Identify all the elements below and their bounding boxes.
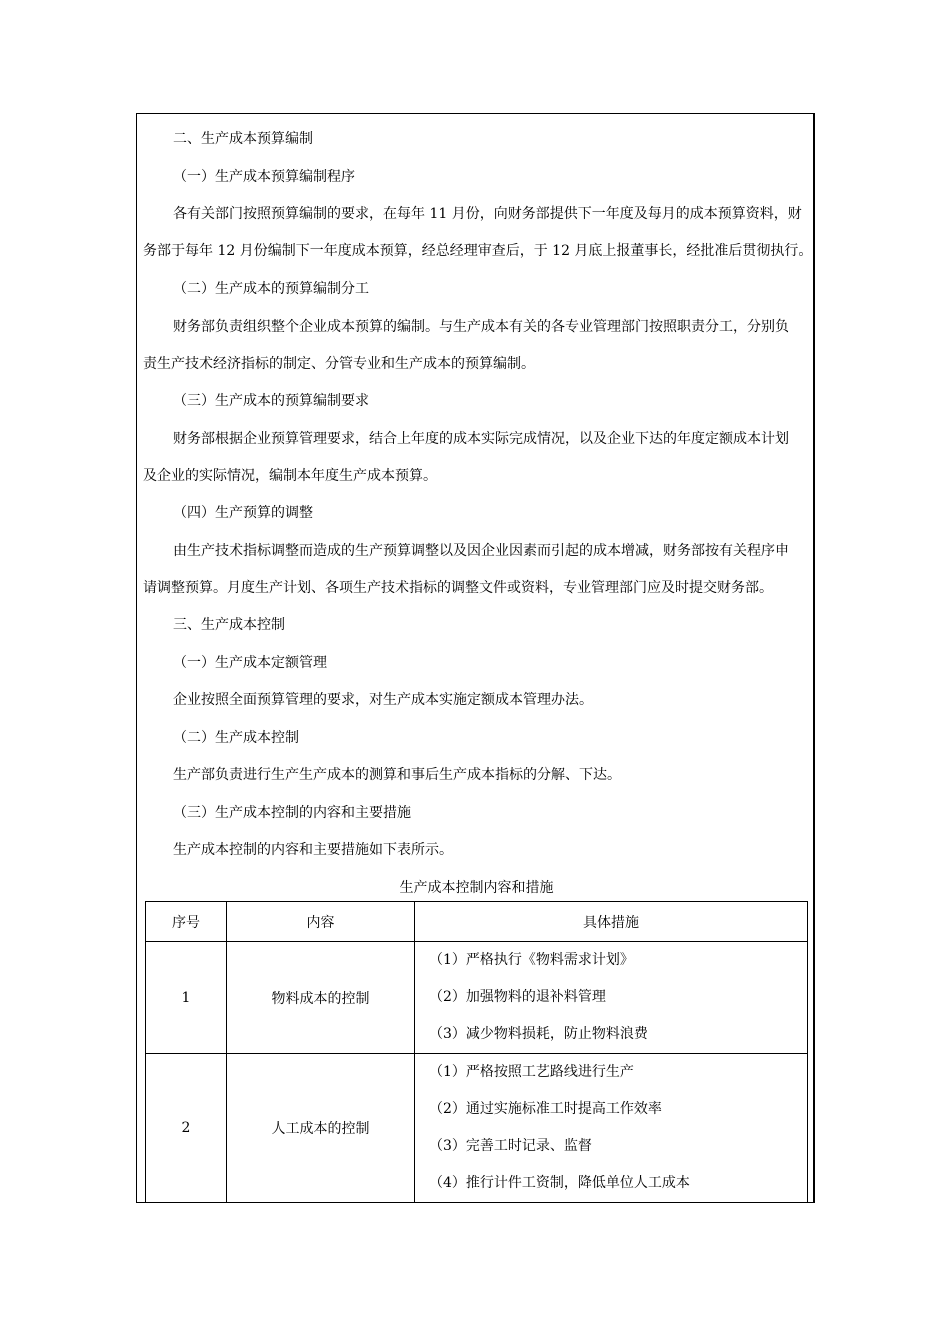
paragraph-2-1-line2: 务部于每年 12 月份编制下一年度成本预算，经总经理审查后，于 12 月底上报董事长，经批准后贯彻执行。 — [143, 243, 813, 259]
paragraph-2-2-line2: 责生产技术经济指标的制定、分管专业和生产成本的预算编制。 — [143, 356, 535, 372]
measure-item: （3）减少物料损耗，防止物料浪费 — [429, 1026, 648, 1042]
document-frame — [136, 113, 815, 1203]
measure-item: （4）推行计件工资制，降低单位人工成本 — [429, 1175, 690, 1191]
subheading-3-2: （二）生产成本控制 — [173, 730, 299, 746]
measure-item: （1）严格按照工艺路线进行生产 — [429, 1064, 634, 1080]
section-heading-3: 三、生产成本控制 — [173, 617, 285, 633]
header-content: 内容 — [227, 902, 415, 942]
table-row — [146, 942, 808, 1054]
subheading-3-3: （三）生产成本控制的内容和主要措施 — [173, 805, 411, 821]
subheading-2-2: （二）生产成本的预算编制分工 — [173, 281, 369, 297]
paragraph-3-3: 生产成本控制的内容和主要措施如下表所示。 — [173, 842, 453, 858]
header-no: 序号 — [146, 902, 227, 942]
measure-item: （3）完善工时记录、监督 — [429, 1138, 592, 1154]
row-number: 1 — [146, 942, 227, 1054]
header-measures: 具体措施 — [415, 902, 808, 942]
paragraph-3-2: 生产部负责进行生产生产成本的测算和事后生产成本指标的分解、下达。 — [173, 767, 621, 783]
subheading-3-1: （一）生产成本定额管理 — [173, 655, 327, 671]
subheading-2-1: （一）生产成本预算编制程序 — [173, 169, 355, 185]
paragraph-2-3-line2: 及企业的实际情况，编制本年度生产成本预算。 — [143, 468, 437, 484]
measure-item: （2）通过实施标准工时提高工作效率 — [429, 1101, 662, 1117]
row-measures — [415, 1054, 808, 1203]
measure-item: （2）加强物料的退补料管理 — [429, 989, 606, 1005]
subheading-2-4: （四）生产预算的调整 — [173, 505, 313, 521]
section-heading-2: 二、生产成本预算编制 — [173, 131, 313, 147]
paragraph-2-1-line1: 各有关部门按照预算编制的要求，在每年 11 月份，向财务部提供下一年度及每月的成本预算资料，财 — [173, 206, 802, 222]
paragraph-2-4-line2: 请调整预算。月度生产计划、各项生产技术指标的调整文件或资料，专业管理部门应及时提交财务部。 — [143, 580, 773, 596]
measure-item: （1）严格执行《物料需求计划》 — [429, 952, 634, 968]
subheading-2-3: （三）生产成本的预算编制要求 — [173, 393, 369, 409]
table-row — [146, 1054, 808, 1203]
table-header-row — [146, 902, 808, 942]
row-content: 物料成本的控制 — [227, 942, 415, 1054]
paragraph-2-4-line1: 由生产技术指标调整而造成的生产预算调整以及因企业因素而引起的成本增减，财务部按有关程序申 — [173, 543, 789, 559]
table-caption: 生产成本控制内容和措施 — [399, 880, 554, 896]
paragraph-2-2-line1: 财务部负责组织整个企业成本预算的编制。与生产成本有关的各专业管理部门按照职责分工，分别负 — [173, 319, 789, 335]
row-number: 2 — [146, 1054, 227, 1203]
row-content: 人工成本的控制 — [227, 1054, 415, 1203]
paragraph-3-1: 企业按照全面预算管理的要求，对生产成本实施定额成本管理办法。 — [173, 692, 593, 708]
cost-control-table — [145, 901, 808, 1203]
paragraph-2-3-line1: 财务部根据企业预算管理要求，结合上年度的成本实际完成情况，以及企业下达的年度定额成本计划 — [173, 431, 789, 447]
row-measures — [415, 942, 808, 1054]
